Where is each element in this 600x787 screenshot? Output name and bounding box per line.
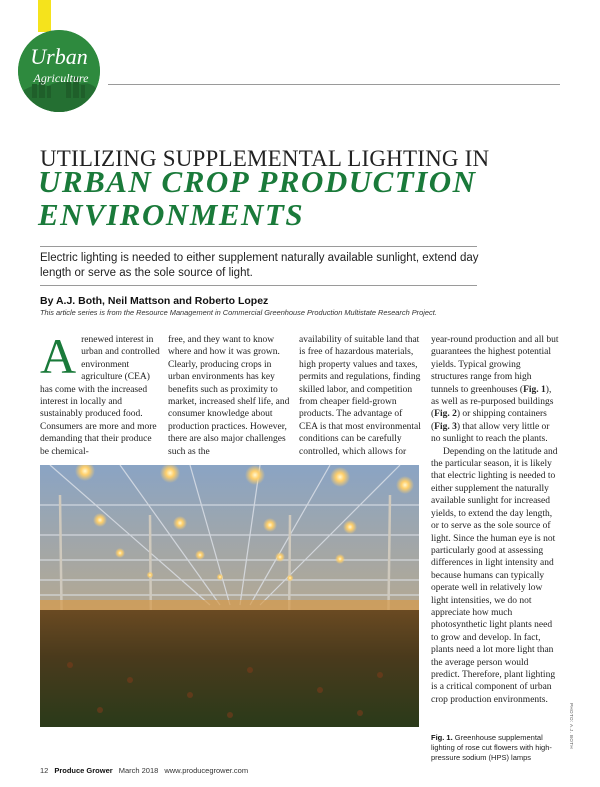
figure-caption-text: Greenhouse supplemental lighting of rose cut flowers with high-pressure sodium (HPS) lamps — [431, 733, 552, 762]
section-tab — [38, 0, 51, 32]
website-link[interactable]: www.producegrower.com — [164, 766, 249, 775]
figure-2-reference: Fig. 2 — [434, 409, 457, 420]
body-column-4 — [431, 334, 559, 706]
body-column-3: availability of suitable land that is free of hazardous materials, high property values and taxes, permits and regulations, finding skilled labor, and competition from cheaper field-grown products. The advantage of CEA is that most environmental conditions can be carefully controlled, which allows for — [299, 335, 421, 457]
text-run: year-round production and all but guarantees the highest potential yields. Typical growing structures range from high tunnels to greenhouses ( — [431, 335, 559, 395]
text-run: ) that allow very little or no sunlight to reach the plants. — [431, 421, 550, 445]
greenhouse-photo — [40, 465, 419, 727]
header-divider — [108, 84, 560, 85]
lead-bottom-rule — [40, 285, 477, 286]
lead-top-rule — [40, 246, 477, 247]
column-4-paragraph-1 — [431, 334, 559, 446]
drop-cap: A — [40, 328, 77, 384]
greenhouse-illustration — [40, 465, 419, 727]
page-footer — [40, 766, 248, 775]
figure-caption — [431, 733, 561, 763]
series-note: This article series is from the Resource Management in Commercial Greenhouse Production Multistate Research Project. — [40, 308, 437, 317]
body-column-1 — [40, 328, 160, 458]
headline-line-2: URBAN CROP PRODUCTION ENVIRONMENTS — [38, 164, 477, 232]
photo-credit — [566, 703, 596, 763]
lead-paragraph: Electric lighting is needed to either supplement naturally available sunlight, extend day length or serve as the sole source of light. — [40, 252, 479, 279]
body-column-2: free, and they want to know where and how it was grown. Clearly, producing crops in urban environments has key benefits such as proximity to market, increased shelf life, and consumer knowledge about production practices. However, there are also major challenges such as the — [168, 335, 290, 457]
photo-credit-text: PHOTO: A.J. BOTH — [569, 703, 574, 750]
text-run: ), as well as re-purposed buildings ( — [431, 384, 554, 420]
publication-name: Produce Grower — [54, 766, 113, 775]
column-4-paragraph-2: Depending on the latitude and the particular season, it is likely that electric lighting is needed to either supplement the naturally available sunlight for increased yields, to extend the day length, or to serve as the sole source of light. Since the human eye is not particularly good at assessing differences in light intensity and because humans can typically operate well in relatively low light intensities, we do not appreciate how much photosynthetic light plants need to grow and develop. In fact, plants need a lot more light than the average person would predict. Therefore, plant lighting is a critical component of urban crop production environments. — [431, 446, 558, 705]
logo-text-agriculture: Agriculture — [33, 71, 89, 85]
logo-text-urban: Urban — [30, 44, 88, 69]
headline-line-1: UTILIZING SUPPLEMENTAL LIGHTING IN — [40, 146, 490, 171]
urban-agriculture-logo — [18, 30, 100, 112]
issue-date: March 2018 — [118, 766, 159, 775]
figure-label: Fig. 1. — [431, 733, 453, 742]
page-number: 12 — [40, 766, 49, 775]
figure-3-reference: Fig. 3 — [434, 421, 457, 432]
logo-badge — [18, 30, 100, 112]
figure-1-reference: Fig. 1 — [523, 384, 546, 395]
column-1-text: renewed interest in urban and controlled environment agriculture (CEA) has come with the increased interest in locally and sustainably produced food. Consumers are more and more demanding that their produce be chemical- — [40, 335, 160, 457]
byline: By A.J. Both, Neil Mattson and Roberto Lopez — [40, 295, 269, 307]
text-run: ) or shipping containers ( — [431, 409, 547, 432]
